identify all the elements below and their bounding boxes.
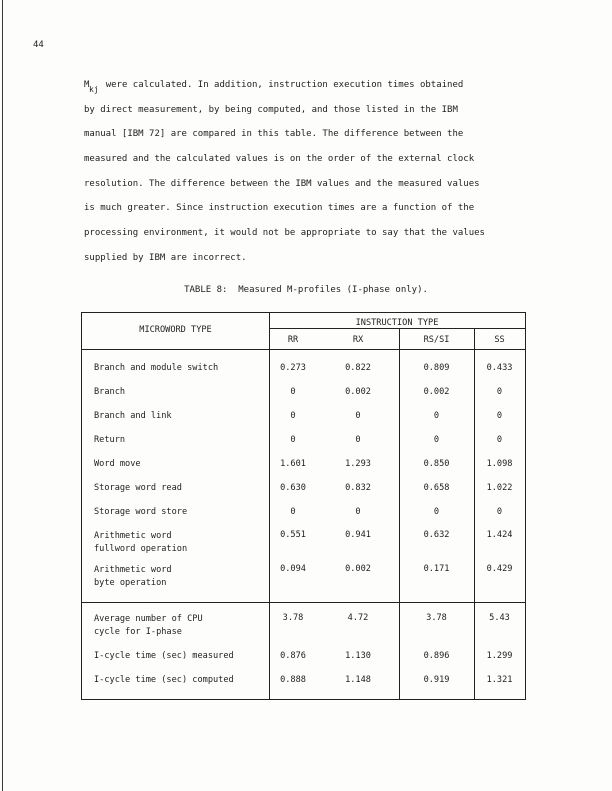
summary-cell-rs-si: 0.919 [423,675,450,685]
row-label: Branch and link [94,411,172,421]
summary-label-line1: Average number of CPU [94,614,203,624]
summary-cell-ss: 1.299 [486,651,513,661]
summary-cell-rr: 3.78 [282,613,304,623]
cell-ss: 0 [496,435,503,445]
paragraph-line-text: were calculated. In addition, instruction execution times obtained [105,80,464,90]
cell-ss: 0 [496,411,503,421]
cell-rs-si: 0 [433,435,440,445]
cell-rr: 0.551 [280,530,306,540]
cell-rr: 0 [290,387,296,397]
paragraph-line: resolution. The difference between the IBM values and the measured values [84,178,480,189]
cell-rx: 0.002 [345,387,371,397]
body-paragraph [84,80,544,278]
cell-rs-si: 0.002 [423,387,450,397]
summary-cell-rs-si: 3.78 [426,613,447,623]
paragraph-line: manual [IBM 72] are compared in this table. The difference between the [84,129,464,140]
cell-rr: 0 [290,507,296,517]
cell-rs-si: 0 [433,411,440,421]
paragraph-line [84,80,544,105]
row-label: Storage word read [94,483,182,493]
row-label [94,564,172,590]
row-label-line1: Arithmetic word [94,565,172,575]
row-label-line1: Arithmetic word [94,531,172,541]
summary-cell-rr: 0.888 [280,675,306,685]
cell-rs-si: 0.632 [423,530,450,540]
summary-cell-rx: 1.130 [345,651,371,661]
cell-ss: 0 [496,507,503,517]
mkj-letter: M [84,80,90,90]
cell-rr: 0.630 [280,483,306,493]
summary-label: I-cycle time (sec) measured [94,651,234,661]
summary-cell-rr: 0.876 [280,651,306,661]
summary-cell-rs-si: 0.896 [423,651,450,661]
cell-rs-si: 0.809 [423,363,450,373]
column-header-rs-si: RS/SI [423,335,450,345]
mkj-symbol [84,80,99,94]
page-number: 44 [33,40,44,50]
cell-ss: 0 [496,387,503,397]
paragraph-line: processing environment, it would not be appropriate to say that the values [84,228,485,239]
cell-ss: 1.098 [486,459,513,469]
cell-rr: 0 [290,411,296,421]
mkj-subscript: kj [89,85,99,94]
summary-label: I-cycle time (sec) computed [94,675,234,685]
paragraph-line: is much greater. Since instruction execution times are a function of the [84,203,475,214]
cell-rr: 0.273 [280,363,306,373]
cell-ss: 1.424 [486,530,513,540]
header-bottom-rule [82,349,525,350]
cell-rx: 1.293 [345,459,371,469]
summary-label-line2: cycle for I-phase [94,627,182,637]
cell-rx: 0 [355,507,361,517]
summary-cell-rx: 1.148 [345,675,371,685]
row-label-line2: byte operation [94,578,167,588]
m-profile-table [81,312,526,700]
cell-rs-si: 0 [433,507,440,517]
row-label [94,530,187,556]
row-label: Return [94,435,126,445]
cell-rs-si: 0.658 [423,483,450,493]
instruction-type-header: INSTRUCTION TYPE [355,318,439,328]
table-caption: TABLE 8: Measured M-profiles (I-phase only). [184,285,428,295]
cell-rx: 0 [355,435,361,445]
paragraph-line: supplied by IBM are incorrect. [84,252,247,263]
summary-label [94,613,203,639]
row-label: Word move [94,459,141,469]
microword-type-header: MICROWORD TYPE [139,325,212,335]
summary-cell-rx: 4.72 [347,613,369,623]
cell-rr: 1.601 [280,459,306,469]
column-header-rr: RR [287,335,299,345]
row-label-line2: fullword operation [94,544,188,554]
row-label: Branch [94,387,126,397]
cell-rx: 0.822 [345,363,371,373]
page-edge [2,0,3,791]
column-header-rx: RX [352,335,364,345]
header-inner-rule [269,328,525,329]
paragraph-line: measured and the calculated values is on the order of the external clock [84,154,475,165]
cell-rr: 0.094 [280,564,306,574]
cell-rx: 0.002 [345,564,371,574]
cell-ss: 0.429 [486,564,513,574]
column-header-ss: SS [494,335,505,345]
row-label: Branch and module switch [94,363,219,373]
cell-rx: 0.832 [345,483,371,493]
cell-rs-si: 0.171 [423,564,450,574]
cell-rx: 0.941 [345,530,371,540]
summary-divider-rule [82,602,525,603]
cell-ss: 1.022 [486,483,513,493]
cell-rr: 0 [290,435,296,445]
cell-rs-si: 0.850 [423,459,450,469]
summary-cell-ss: 5.43 [489,613,510,623]
summary-cell-ss: 1.321 [486,675,513,685]
cell-ss: 0.433 [486,363,513,373]
row-label: Storage word store [94,507,188,517]
cell-rx: 0 [355,411,361,421]
paragraph-line: by direct measurement, by being computed, and those listed in the IBM [84,104,458,115]
